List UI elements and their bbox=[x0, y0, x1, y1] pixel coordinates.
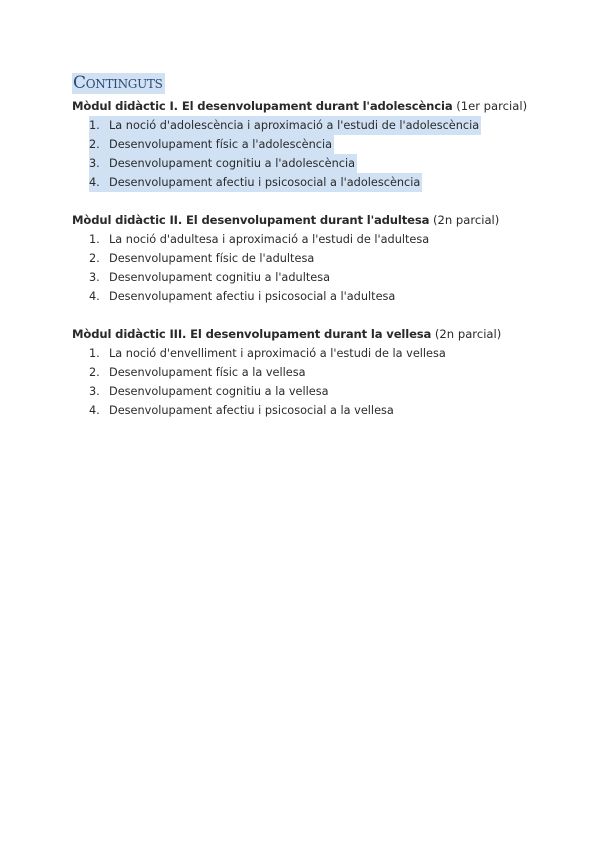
list-item bbox=[72, 287, 542, 306]
section-heading: Continguts bbox=[73, 73, 163, 93]
list-item bbox=[72, 382, 542, 401]
list-item bbox=[72, 230, 542, 249]
item-text: Desenvolupament cognitiu a l'adolescència bbox=[109, 157, 356, 170]
list-item bbox=[72, 116, 542, 135]
module-3 bbox=[72, 325, 542, 420]
module-title-text: Mòdul didàctic III. El desenvolupament durant la vellesa bbox=[72, 327, 432, 341]
list-item bbox=[72, 401, 542, 420]
item-number: 1. bbox=[89, 347, 100, 360]
module-term: (2n parcial) bbox=[434, 327, 502, 341]
item-number: 4. bbox=[89, 290, 100, 303]
item-text: Desenvolupament afectiu i psicosocial a la vellesa bbox=[109, 404, 394, 417]
module-1 bbox=[72, 97, 542, 192]
item-number: 3. bbox=[89, 157, 100, 170]
item-text: Desenvolupament físic de l'adultesa bbox=[109, 252, 315, 265]
item-number: 3. bbox=[89, 385, 100, 398]
list-item bbox=[72, 363, 542, 382]
module-2 bbox=[72, 211, 542, 306]
module-title bbox=[72, 97, 542, 116]
module-term: (2n parcial) bbox=[432, 213, 500, 227]
item-number: 2. bbox=[89, 366, 100, 379]
module-topic-list bbox=[72, 344, 542, 420]
item-text: La noció d'adultesa i aproximació a l'estudi de l'adultesa bbox=[109, 233, 430, 246]
item-number: 1. bbox=[89, 233, 100, 246]
module-topic-list bbox=[72, 230, 542, 306]
list-item bbox=[72, 154, 542, 173]
module-title-text: Mòdul didàctic I. El desenvolupament durant l'adolescència bbox=[72, 99, 453, 113]
item-text: Desenvolupament físic a l'adolescència bbox=[109, 138, 333, 151]
list-item bbox=[72, 135, 542, 154]
item-text: Desenvolupament afectiu i psicosocial a l'adolescència bbox=[109, 176, 421, 189]
item-text: Desenvolupament cognitiu a l'adultesa bbox=[109, 271, 331, 284]
list-item bbox=[72, 173, 542, 192]
module-title bbox=[72, 325, 542, 344]
item-text: La noció d'envelliment i aproximació a l'estudi de la vellesa bbox=[109, 347, 446, 360]
item-number: 4. bbox=[89, 176, 100, 189]
item-number: 1. bbox=[89, 119, 100, 132]
item-number: 2. bbox=[89, 138, 100, 151]
item-number: 4. bbox=[89, 404, 100, 417]
item-number: 2. bbox=[89, 252, 100, 265]
module-title-text: Mòdul didàctic II. El desenvolupament durant l'adultesa bbox=[72, 213, 430, 227]
list-item bbox=[72, 249, 542, 268]
module-topic-list bbox=[72, 116, 542, 192]
contents-body bbox=[72, 97, 542, 439]
item-text: Desenvolupament físic a la vellesa bbox=[109, 366, 306, 379]
item-text: Desenvolupament cognitiu a la vellesa bbox=[109, 385, 329, 398]
item-number: 3. bbox=[89, 271, 100, 284]
list-item bbox=[72, 344, 542, 363]
module-title bbox=[72, 211, 542, 230]
list-item bbox=[72, 268, 542, 287]
module-term: (1er parcial) bbox=[456, 99, 528, 113]
item-text: Desenvolupament afectiu i psicosocial a l'adultesa bbox=[109, 290, 396, 303]
item-text: La noció d'adolescència i aproximació a l'estudi de l'adolescència bbox=[109, 119, 480, 132]
